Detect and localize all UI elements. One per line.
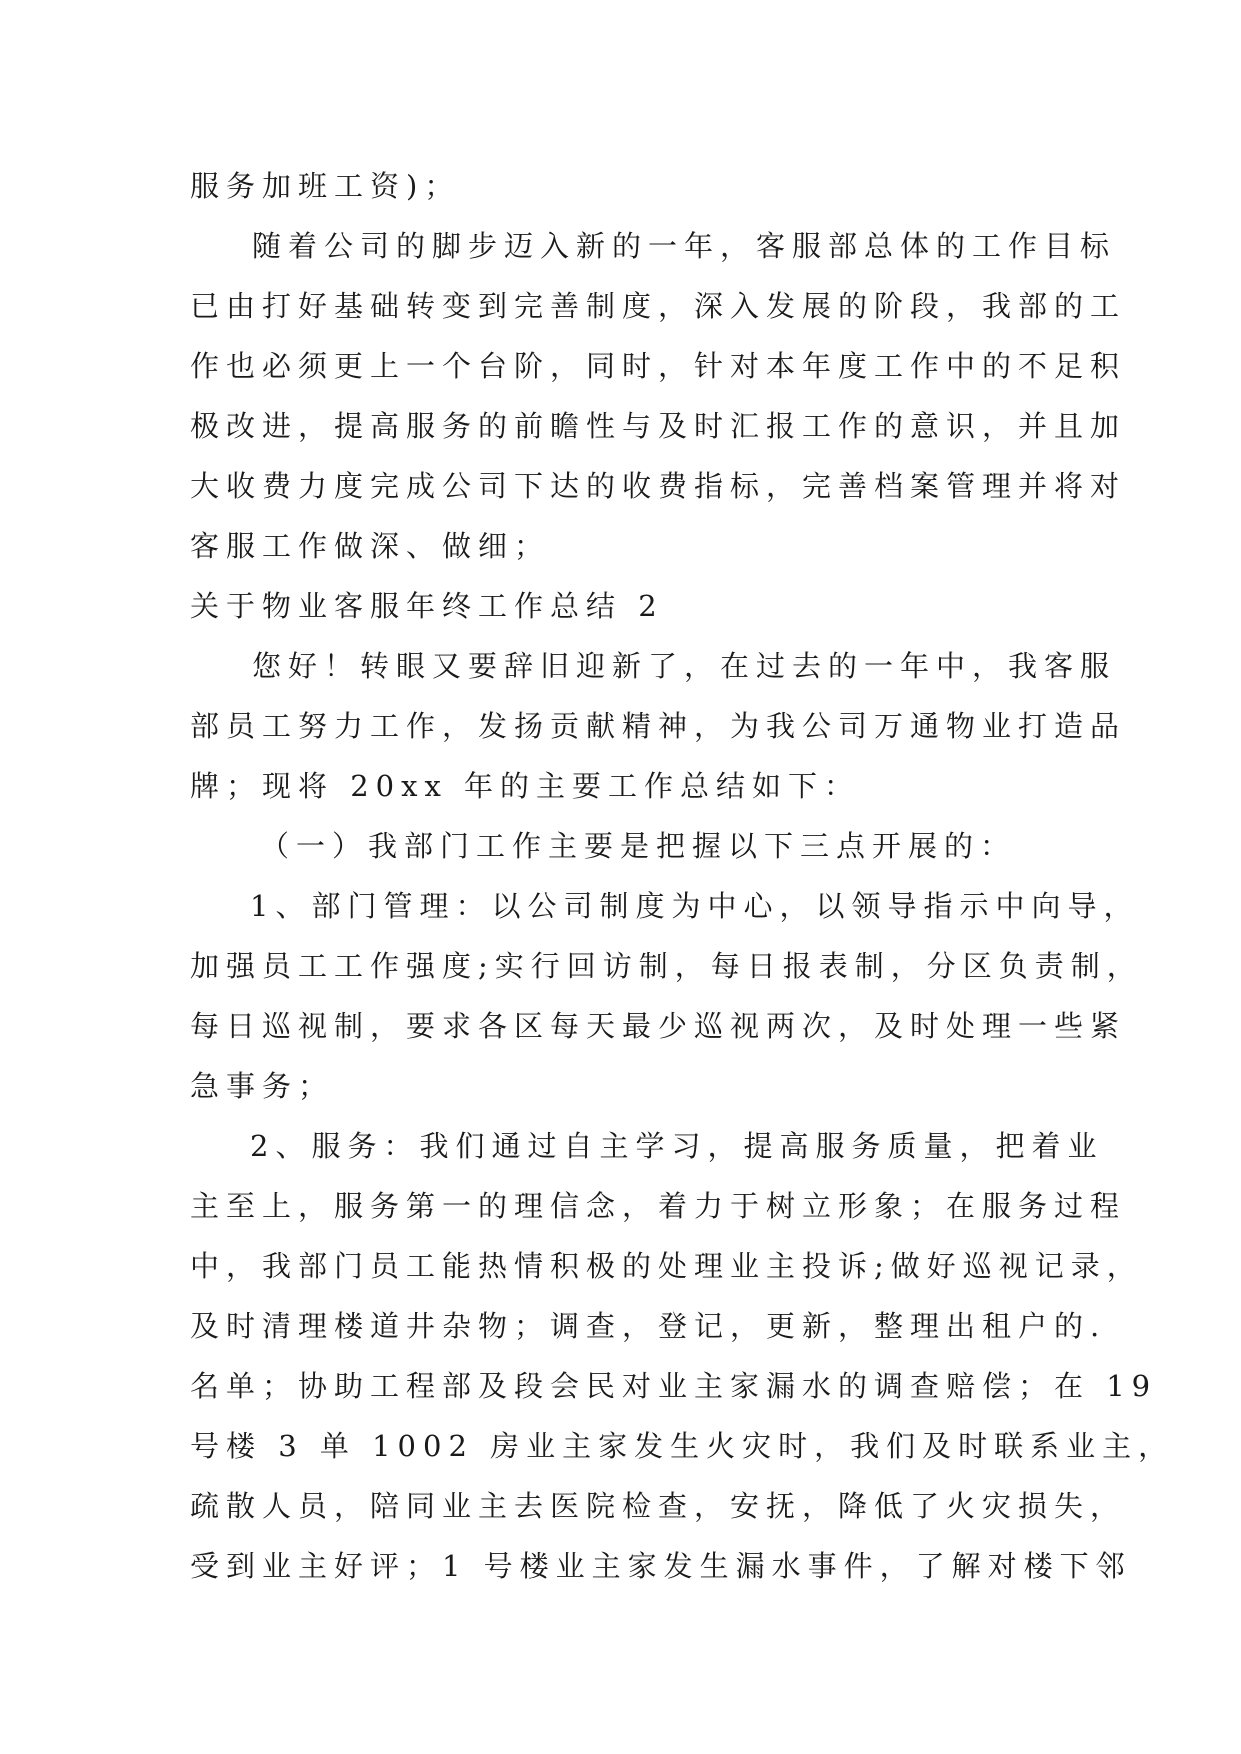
text-line: 加强员工工作强度;实行回访制，每日报表制，分区负责制， <box>190 949 1143 983</box>
document-body <box>190 156 1175 1596</box>
text-line: 主至上，服务第一的理信念，着力于树立形象；在服务过程 <box>190 1189 1127 1223</box>
text-line: 随着公司的脚步迈入新的一年，客服部总体的工作目标 <box>252 229 1117 263</box>
text-line: 部员工努力工作，发扬贡献精神，为我公司万通物业打造品 <box>190 709 1127 743</box>
subsection-heading <box>190 816 1050 876</box>
text-line: （一）我部门工作主要是把握以下三点开展的： <box>260 829 1017 863</box>
text-line: 2、服务：我们通过自主学习，提高服务质量，把着业 <box>250 1129 1104 1163</box>
text-line: 极改进，提高服务的前瞻性与及时汇报工作的意识，并且加 <box>190 409 1127 443</box>
text-line: 您好！转眼又要辞旧迎新了，在过去的一年中，我客服 <box>252 649 1117 683</box>
text-line: 疏散人员，陪同业主去医院检查，安抚，降低了火灾损失， <box>190 1489 1127 1523</box>
text-line: 号楼 3 单 1002 房业主家发生火灾时，我们及时联系业主， <box>190 1429 1175 1463</box>
text-line: 每日巡视制，要求各区每天最少巡视两次，及时处理一些紧 <box>190 1009 1127 1043</box>
text-line: 受到业主好评；1 号楼业主家发生漏水事件，了解对楼下邻 <box>190 1549 1132 1583</box>
paragraph-greeting <box>190 636 1127 816</box>
text-line: 已由打好基础转变到完善制度，深入发展的阶段，我部的工 <box>190 289 1127 323</box>
text-line: 急事务； <box>190 1069 335 1103</box>
paragraph-continuation <box>190 156 1050 216</box>
text-line: 大收费力度完成公司下达的收费指标，完善档案管理并将对 <box>190 469 1127 503</box>
text-line: 及时清理楼道井杂物；调查，登记，更新，整理出租户的. <box>190 1309 1107 1343</box>
paragraph-department-management <box>190 876 1143 1116</box>
text-line: 服务加班工资)； <box>190 169 461 203</box>
text-line: 名单；协助工程部及段会民对业主家漏水的调查赔偿；在 19 <box>190 1369 1158 1403</box>
paragraph-work-goals <box>190 216 1127 576</box>
text-line: 中，我部门员工能热情积极的处理业主投诉;做好巡视记录， <box>190 1249 1143 1283</box>
section-heading <box>190 576 1050 636</box>
text-line: 作也必须更上一个台阶，同时，针对本年度工作中的不足积 <box>190 349 1127 383</box>
text-line: 客服工作做深、做细； <box>190 529 551 563</box>
paragraph-service <box>190 1116 1175 1596</box>
heading-line: 关于物业客服年终工作总结 2 <box>190 589 664 623</box>
text-line: 1、部门管理：以公司制度为中心，以领导指示中向导， <box>250 889 1140 923</box>
text-line: 牌；现将 20xx 年的主要工作总结如下： <box>190 769 861 803</box>
